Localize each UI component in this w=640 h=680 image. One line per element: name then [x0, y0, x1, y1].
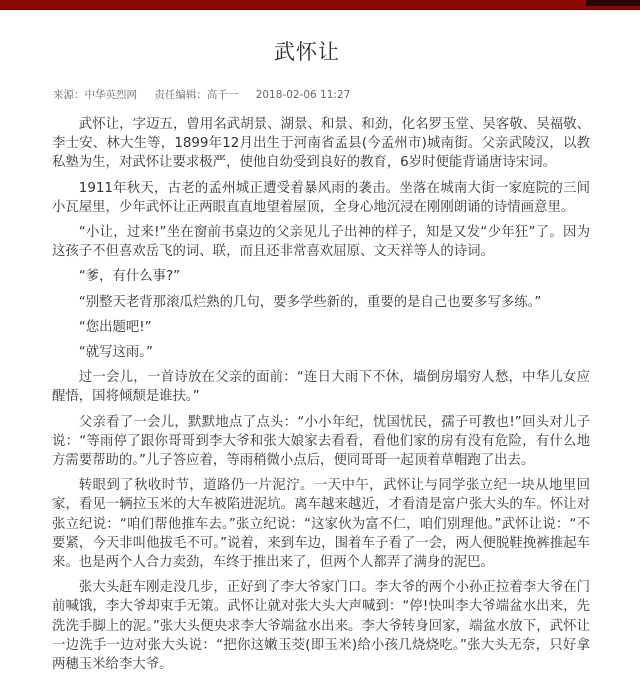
top-header-bar: [0, 0, 640, 10]
article-datetime: 2018-02-06 11:27: [255, 89, 351, 101]
article-paragraph: 张大头赶车刚走没几步，正好到了李大爷家门口。李大爷的两个小孙正拉着李大爷在门前喊饿，李大爷却束手无策。武怀让就对张大头大声喊到：“停!快叫李大爷端盆水出来，先洗洗手脚上的泥。”张大头便央求李大爷端盆水出来。李大爷转身回家，端盆水放下，武怀让一边洗手一边对张大头说：“把你这嫩玉茭(即玉米)给小孩几烧烧吃。”张大头无奈，只好拿两穗玉米给李大爷。: [52, 580, 590, 673]
article-paragraph: “就写这雨。”: [78, 345, 153, 361]
header-corner-block: [586, 0, 640, 6]
article-paragraph: 1911年秋天，古老的孟州城正遭受着暴风雨的袭击。坐落在城南大街一家庭院的三间小瓦屋里，少年武怀让正两眼直直地望着屋顶，全身心地沉浸在刚刚朗诵的诗情画意里。: [52, 180, 590, 215]
article-source: 来源：中华英烈网: [53, 89, 137, 101]
article-paragraph: 转眼到了秋收时节，道路仍一片泥泞。一天中午，武怀让与同学张立纪一块从地里回家，看见一辆拉玉米的大车被陷进泥坑。离车越来越近，才看清是富户张大头的车。怀让对张立纪说：“咱们帮他推车去。”张立纪说：“这家伙为富不仁，咱们别理他。”武怀让说：“不要紧，今天非叫他拔毛不可。”说着，来到车边，围着车子看了一会，两人便脱鞋挽裤推起车来。也是两个人合力卖劲，车终于推出来了，但两个人都弄了满身的泥巴。: [52, 478, 590, 571]
article-paragraph: “您出题吧!”: [78, 319, 152, 335]
article-paragraph: “小让，过来!”坐在窗前书桌边的父亲见儿子出神的样子，知是又发“少年狂”了。因为这孩子不但喜欢岳飞的词、联，而且还非常喜欢屈原、文天祥等人的诗词。: [52, 225, 590, 260]
article-meta: [53, 87, 364, 102]
article-paragraph: “爹，有什么事?”: [78, 269, 181, 285]
article-title: 武怀让: [274, 40, 340, 64]
article-paragraph: “别整天老背那滚瓜烂熟的几句，要多学些新的，重要的是自己也要多写多练。”: [78, 294, 542, 310]
article-paragraph: 武怀让，字迈五，曾用名武胡景、湖景、和景、和劲，化名罗玉堂、吴客敬、吴福敬、李士安、林大生等，1899年12月出生于河南省孟县(今孟州市)城南街。父亲武陵汉，以教私塾为生，对武怀让要求极严，使他自幼受到良好的教育，6岁时便能背诵唐诗宋词。: [52, 117, 590, 171]
article-paragraph: 父亲看了一会儿，默默地点了点头：“小小年纪，忧国忧民，孺子可教也!”回头对儿子说：“等雨停了跟你哥哥到李大爷和张大娘家去看看，看他们家的房有没有危险，有什么地方需要帮助的。”儿子答应着，等雨稍微小点后，便同哥哥一起顶着草帽跑了出去。: [52, 414, 590, 469]
article-body: [52, 115, 590, 680]
article-paragraph: 过一会儿，一首诗放在父亲的面前：“连日大雨下不休，墙倒房塌穷人愁，中华儿女应醒悟，国将倾颓是谁扶。”: [52, 370, 590, 405]
article-editor: 责任编辑：高千一: [154, 89, 239, 101]
